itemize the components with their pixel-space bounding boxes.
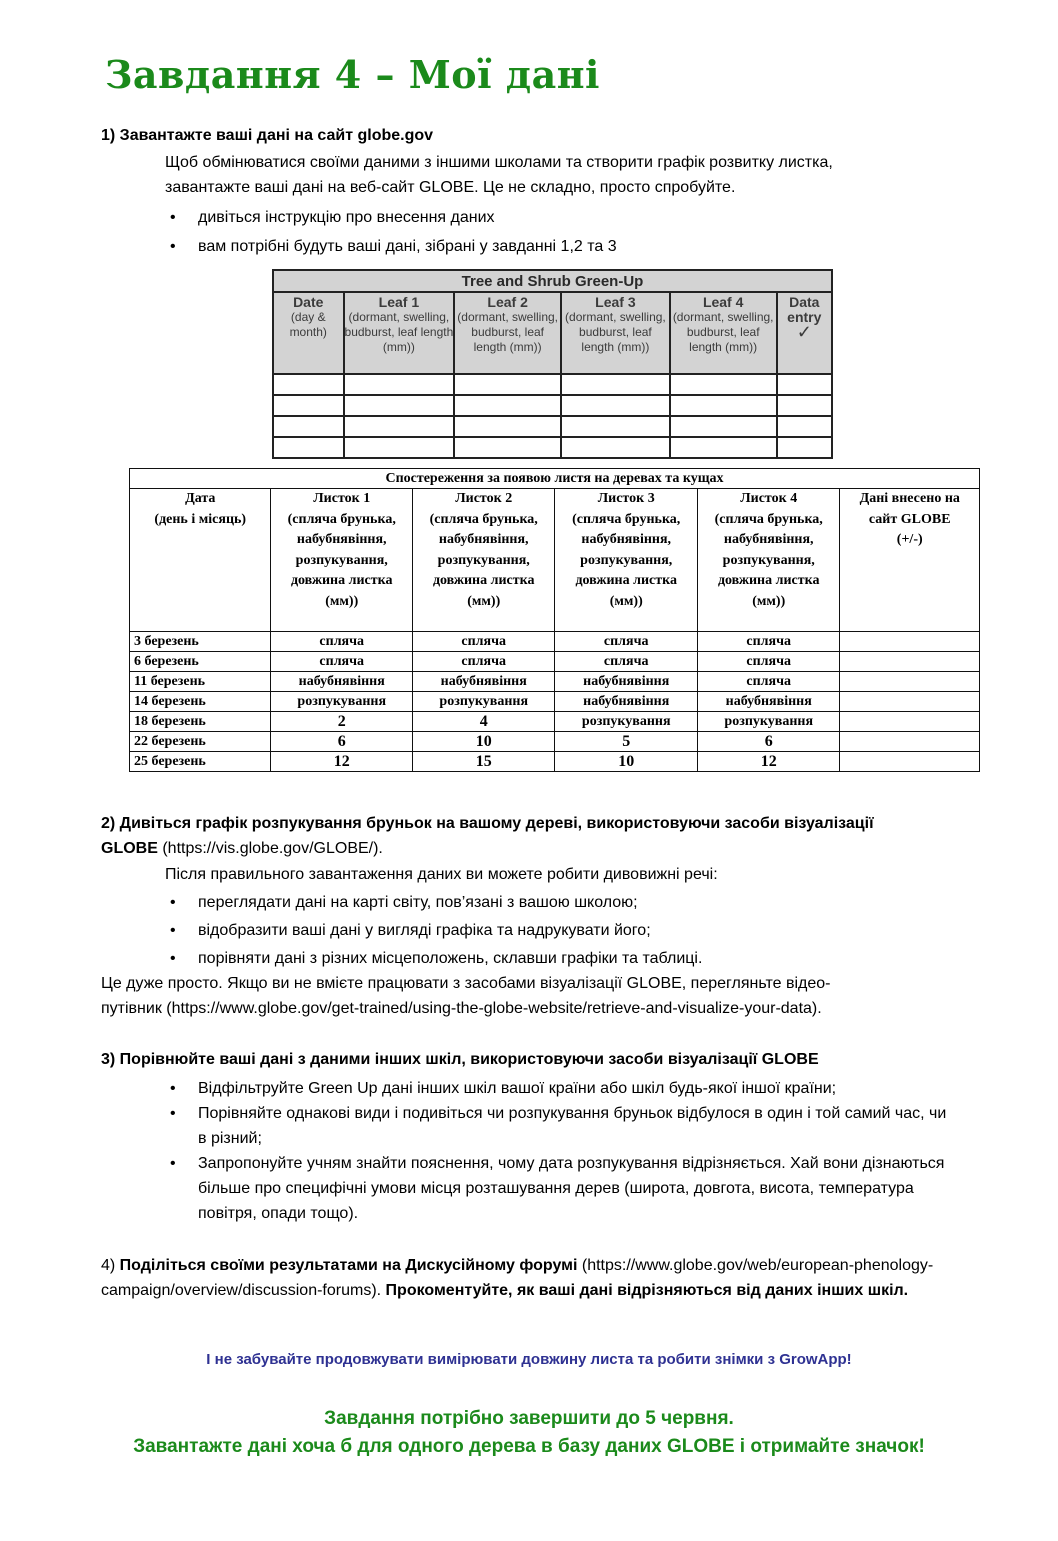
en-col-leaf1: Leaf 1 (dormant, swelling, budburst, leaf length (mm)) <box>344 292 455 374</box>
section3-bullet: • Запропонуйте учням знайти пояснення, чому дата розпукування відрізняється. Хай вони дізнаються більше про специфічні умови місця розташування дерев (широта, довгота, висота, температура повітря, опади тощо). <box>170 1151 970 1226</box>
row-leaf3: 5 <box>555 732 698 752</box>
en-cell[interactable] <box>273 416 344 437</box>
deadline-notice: Завдання потрібно завершити до 5 червня. <box>324 1408 734 1429</box>
row-leaf1: 6 <box>271 732 412 752</box>
row-entered[interactable] <box>840 652 980 672</box>
en-cell[interactable] <box>561 416 670 437</box>
ua-col-leaf1: Листок 1 (спляча брунька, набубнявіння, розпукування, довжина листка (мм)) <box>271 489 412 632</box>
row-leaf2: спляча <box>412 652 555 672</box>
en-cell[interactable] <box>273 395 344 416</box>
section2-outro-line2[interactable]: путівник (https://www.globe.gov/get-trained/using-the-globe-website/retrieve-and-visualize-your-data). <box>101 1000 822 1017</box>
section2-bullet: • порівняти дані з різних місцеположень, склавши графіки та таблиці. <box>170 946 702 971</box>
en-cell[interactable] <box>454 374 561 395</box>
observation-row <box>130 692 980 712</box>
row-leaf2: 4 <box>412 712 555 732</box>
row-leaf1: розпукування <box>271 692 412 712</box>
page-title: Завдання 4 – Мої дані <box>105 52 600 97</box>
en-cell[interactable] <box>777 374 832 395</box>
row-leaf4: набубнявіння <box>697 692 840 712</box>
row-leaf2: 10 <box>412 732 555 752</box>
en-cell[interactable] <box>344 416 455 437</box>
row-entered[interactable] <box>840 732 980 752</box>
row-leaf4: 12 <box>697 752 840 772</box>
vis-globe-link[interactable]: (https://vis.globe.gov/GLOBE/). <box>157 840 383 857</box>
row-date: 14 березень <box>130 692 271 712</box>
observation-row <box>130 732 980 752</box>
en-cell[interactable] <box>777 437 832 458</box>
badge-notice: Завантажте дані хоча б для одного дерева в базу даних GLOBE і отримайте значок! <box>133 1436 925 1457</box>
en-cell[interactable] <box>273 437 344 458</box>
en-cell[interactable] <box>454 437 561 458</box>
en-cell[interactable] <box>561 437 670 458</box>
section3-bullet: • Порівняйте однакові види і подивіться чи розпукування бруньок відбулося в один і той самий час, чи в різний; <box>170 1101 970 1151</box>
row-date: 18 березень <box>130 712 271 732</box>
ua-col-leaf4: Листок 4 (спляча брунька, набубнявіння, розпукування, довжина листка (мм)) <box>697 489 840 632</box>
en-cell[interactable] <box>344 437 455 458</box>
section2-bullet: • відобразити ваші дані у вигляді графіка та надрукувати його; <box>170 918 702 943</box>
row-leaf3: 10 <box>555 752 698 772</box>
row-entered[interactable] <box>840 752 980 772</box>
row-leaf2: розпукування <box>412 692 555 712</box>
section4-paragraph: 4) Поділіться своїми результатами на Дискусійному форумі (https://www.globe.gov/web/european-phenology-campaign/overview/discussion-forums). Прокоментуйте, як ваші дані відрізняються від даних інших шкіл. <box>101 1257 934 1299</box>
en-col-leaf3: Leaf 3 (dormant, swelling, budburst, leaf length (mm)) <box>561 292 670 374</box>
section1-paragraph-line2: завантажте ваші дані на веб-сайт GLOBE. Це не складно, просто спробуйте. <box>165 179 736 196</box>
observation-row <box>130 712 980 732</box>
en-cell[interactable] <box>670 374 777 395</box>
ua-col-globe-entered: Дані внесено на сайт GLOBE (+/-) <box>840 489 980 632</box>
row-leaf1: спляча <box>271 632 412 652</box>
observation-row <box>130 752 980 772</box>
row-leaf3: спляча <box>555 652 698 672</box>
en-cell[interactable] <box>344 374 455 395</box>
row-leaf1: 12 <box>271 752 412 772</box>
en-cell[interactable] <box>670 416 777 437</box>
ua-col-date: Дата (день і місяць) <box>130 489 271 632</box>
en-cell[interactable] <box>273 374 344 395</box>
section1-paragraph-line1: Щоб обмінюватися своїми даними з іншими школами та створити графік розвитку листка, <box>165 154 833 171</box>
section3-bullet-list <box>170 1076 970 1226</box>
section2-bullet: • переглядати дані на карті світу, пов’язані з вашою школою; <box>170 890 702 915</box>
row-leaf3: набубнявіння <box>555 672 698 692</box>
growapp-reminder: І не забувайте продовжувати вимірювати довжину листа та робити знімки з GrowApp! <box>206 1351 852 1368</box>
en-cell[interactable] <box>777 395 832 416</box>
en-cell[interactable] <box>670 437 777 458</box>
ua-col-leaf3: Листок 3 (спляча брунька, набубнявіння, розпукування, довжина листка (мм)) <box>555 489 698 632</box>
row-entered[interactable] <box>840 632 980 652</box>
observation-row <box>130 632 980 652</box>
checkmark-icon: ✓ <box>796 322 812 342</box>
row-leaf2: спляча <box>412 632 555 652</box>
en-table-caption: Tree and Shrub Green-Up <box>273 270 832 292</box>
row-date: 25 березень <box>130 752 271 772</box>
en-cell[interactable] <box>777 416 832 437</box>
row-leaf4: 6 <box>697 732 840 752</box>
row-date: 11 березень <box>130 672 271 692</box>
en-cell[interactable] <box>561 395 670 416</box>
row-leaf3: розпукування <box>555 712 698 732</box>
section3-bullet: • Відфільтруйте Green Up дані інших шкіл вашої країни або шкіл будь-якої іншої країни; <box>170 1076 970 1101</box>
row-leaf1: спляча <box>271 652 412 672</box>
ua-col-leaf2: Листок 2 (спляча брунька, набубнявіння, розпукування, довжина листка (мм)) <box>412 489 555 632</box>
section1-bullet-list <box>170 205 617 259</box>
row-leaf4: спляча <box>697 672 840 692</box>
en-table-row <box>273 395 832 416</box>
discussion-forum-link[interactable]: (https://www.globe.gov/web/european-phenology-campaign/overview/discussion-forums). <box>101 1257 934 1299</box>
row-leaf4: спляча <box>697 652 840 672</box>
en-table-row <box>273 374 832 395</box>
section2-bullet-list <box>170 890 702 971</box>
section1-bullet: • вам потрібні будуть ваші дані, зібрані у завданні 1,2 та 3 <box>170 234 617 259</box>
en-col-leaf2: Leaf 2 (dormant, swelling, budburst, leaf length (mm)) <box>454 292 561 374</box>
row-entered[interactable] <box>840 712 980 732</box>
row-date: 6 березень <box>130 652 271 672</box>
section1-bullet: • дивіться інструкцію про внесення даних <box>170 205 617 230</box>
section2-heading: 2) Дивіться графік розпукування бруньок на вашому дереві, використовуючи засоби візуалізації GLOBE (https://vis.globe.gov/GLOBE/). <box>101 815 874 857</box>
row-date: 3 березень <box>130 632 271 652</box>
row-leaf4: спляча <box>697 632 840 652</box>
en-cell[interactable] <box>454 395 561 416</box>
section1-heading: 1) Завантажте ваші дані на сайт globe.gov <box>101 127 434 144</box>
section2-outro-line1: Це дуже просто. Якщо ви не вмієте працювати з засобами візуалізації GLOBE, перегляньте відео- <box>101 975 831 992</box>
en-col-date: Date (day & month) <box>273 292 344 374</box>
observation-row <box>130 652 980 672</box>
row-entered[interactable] <box>840 672 980 692</box>
ua-table-caption: Спостереження за появою листя на деревах та кущах <box>130 469 980 489</box>
row-leaf3: набубнявіння <box>555 692 698 712</box>
section2-intro: Після правильного завантаження даних ви можете робити дивовижні речі: <box>165 866 718 883</box>
row-leaf2: набубнявіння <box>412 672 555 692</box>
row-leaf1: 2 <box>271 712 412 732</box>
en-cell[interactable] <box>344 395 455 416</box>
green-up-template-table <box>272 269 833 459</box>
en-cell[interactable] <box>561 374 670 395</box>
row-leaf4: розпукування <box>697 712 840 732</box>
en-cell[interactable] <box>670 395 777 416</box>
en-table-row <box>273 437 832 458</box>
row-date: 22 березень <box>130 732 271 752</box>
en-cell[interactable] <box>454 416 561 437</box>
observation-row <box>130 672 980 692</box>
section3-heading: 3) Порівнюйте ваші дані з даними інших шкіл, використовуючи засоби візуалізації GLOBE <box>101 1051 819 1068</box>
en-table-row <box>273 416 832 437</box>
row-leaf3: спляча <box>555 632 698 652</box>
en-col-leaf4: Leaf 4 (dormant, swelling, budburst, leaf length (mm)) <box>670 292 777 374</box>
en-col-data-entry: Data entry ✓ <box>777 292 832 374</box>
observation-table <box>129 468 980 772</box>
row-leaf2: 15 <box>412 752 555 772</box>
row-leaf1: набубнявіння <box>271 672 412 692</box>
row-entered[interactable] <box>840 692 980 712</box>
